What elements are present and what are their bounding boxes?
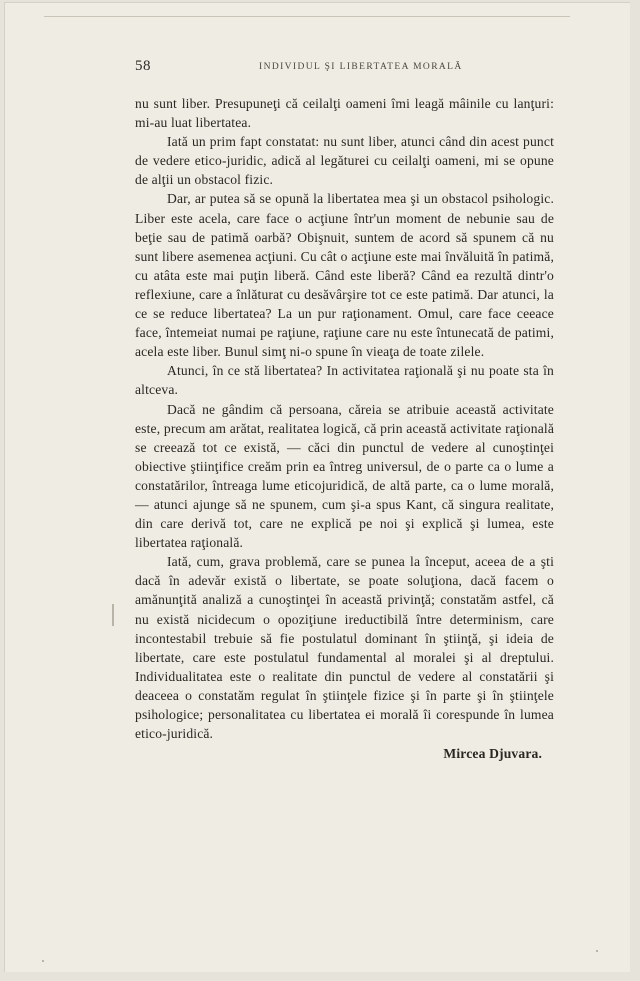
author-signature: Mircea Djuvara. (443, 746, 542, 762)
article-body (135, 94, 554, 763)
document-page (4, 2, 630, 972)
margin-mark (112, 604, 114, 626)
paragraph: Iată, cum, grava problemă, care se punea la început, aceea de a şti dacă în adevăr există o libertate, se poate soluţiona, dacă facem o amănunţită analiză a cunoştinţei în această privinţă; constatăm astfel, că nu există nicidecum o opoziţiune ireductibilă între determinism, care incontestabil trebuie să fie postulatul dominant în ştiinţă, şi ideia de libertate, care este postulatul fundamental al moralei şi al dreptului. Individualitatea este o realitate din punctul de vedere al constatării şi deaceea o constatăm regulat în ştiinţele fizice şi în parte şi în ştiinţele psihologice; personalitatea cu libertatea ei morală îi corespunde în lumea etico-juridică. (135, 554, 554, 742)
top-edge-rule (44, 16, 570, 17)
paragraph: nu sunt liber. Presupuneţi că ceilalţi oameni îmi leagă mâinile cu lanţuri: mi-au luat libertatea. (135, 96, 554, 131)
paper-speck (596, 950, 598, 952)
page-header (135, 58, 554, 80)
page-number: 58 (135, 58, 151, 74)
paragraph: Iată un prim fapt constatat: nu sunt liber, atunci când din acest punct de vedere etico-juridic, adică al legăturei cu ceilalţi oameni, mi se opune de alţii un obstacol fizic. (135, 134, 554, 188)
paragraph: Dar, ar putea să se opună la libertatea mea şi un obstacol psihologic. Liber este acela, care face o acţiune într'un moment de nebunie sau de beţie sau de patimă oarbă? Obişnuit, suntem de acord să spunem că nu sunt libere asemenea acţiuni. Cu cât o acţiune este mai învăluită în patimă, cu atâta este mai puţin liberă. Când este liberă? Când ea rezultă dintr'o reflexiune, care a înlăturat cu desăvârşire tot ce este patimă. Dar atunci, la ce se reduce libertatea? La un pur raţionament. Omul, care face ceeace face, întemeiat numai pe raţiune, raţiune care nu este întunecată de patimi, acela este liber. Bunul simţ ni-o spune în vieaţa de toate zilele. (135, 191, 554, 360)
paragraph: Dacă ne gândim că persoana, căreia se atribuie această activitate este, precum am arătat, realitatea logică, că prin această activitate raţională se creează tot ce există, — căci din punctul de vedere al cunoştinţei obiective ştiinţifice creăm prin ea întreg universul, de o parte ca o lume a constatărilor, întreaga lume eticojuridică, de altă parte, ca o lume morală, — atunci ajunge să ne spunem, cum şi-a spus Kant, că singura realitate, din care derivă tot, care ne explică pe noi şi explică şi lumea, este libertatea raţională. (135, 401, 554, 551)
running-title: INDIVIDUL ŞI LIBERTATEA MORALĂ (259, 62, 463, 72)
paper-speck (42, 960, 44, 962)
paragraph: Atunci, în ce stă libertatea? In activitatea raţională şi nu poate sta în altceva. (135, 363, 554, 398)
